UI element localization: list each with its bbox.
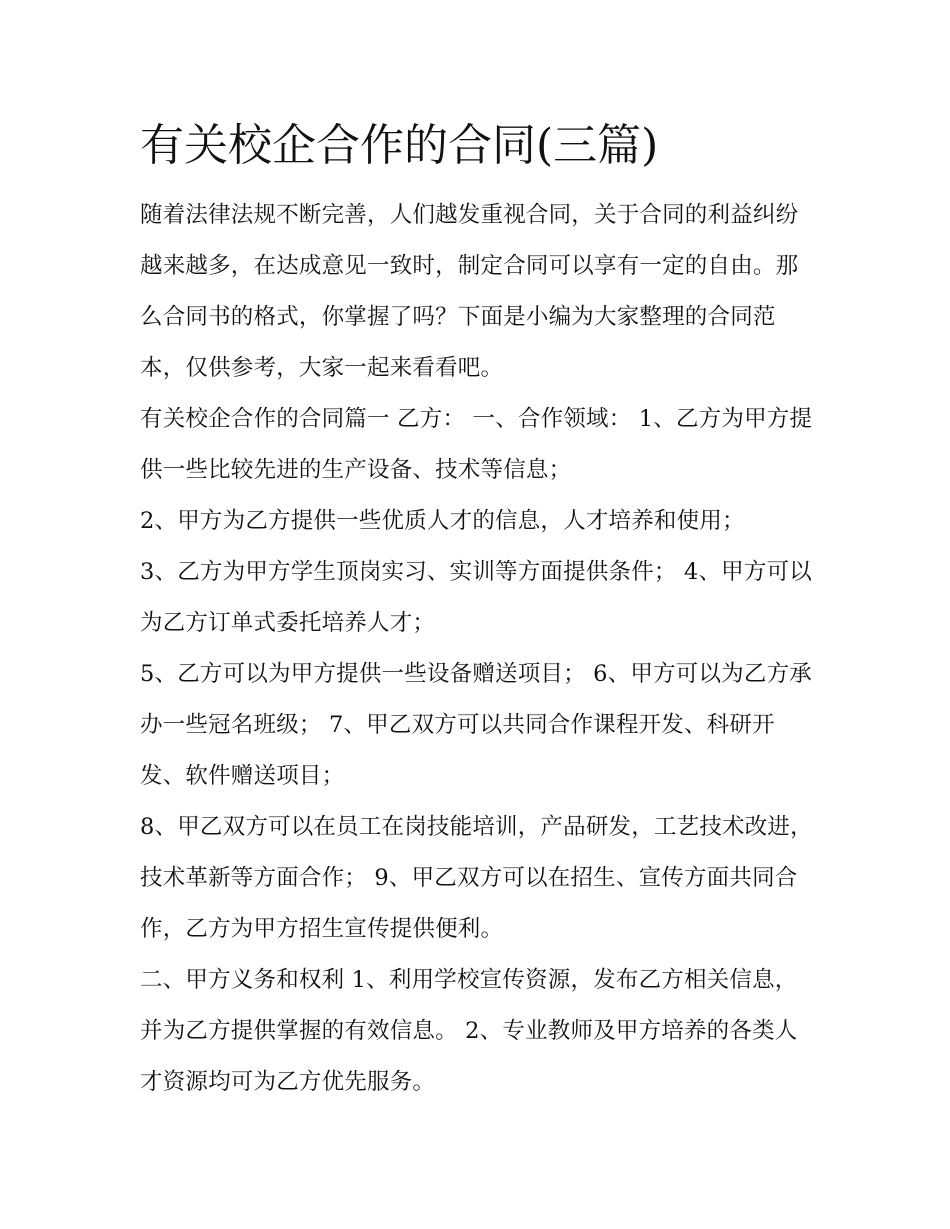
clause-2-paragraph: 2、甲方为乙方提供一些优质人才的信息，人才培养和使用； [140, 508, 745, 534]
document-title: 有关校企合作的合同(三篇) [140, 120, 659, 171]
party-a-obligations-paragraph: 二、甲方义务和权利 1、利用学校宣传资源，发布乙方相关信息，并为乙方提供掌握的有效信息。 2、专业教师及甲方培养的各类人才资源均可为乙方优先服务。 [140, 967, 798, 1095]
intro-paragraph: 随着法律法规不断完善，人们越发重视合同，关于合同的利益纠纷越来越多，在达成意见一致时，制定合同可以享有一定的自由。那么合同书的格式，你掌握了吗？下面是小编为大家整理的合同范本，仅供参考，大家一起来看看吧。 [140, 202, 799, 381]
clause-8-9-paragraph: 8、甲乙双方可以在员工在岗技能培训，产品研发，工艺技术改进，技术革新等方面合作； 9、甲乙双方可以在招生、宣传方面共同合作，乙方为甲方招生宣传提供便利。 [140, 814, 813, 942]
document-page [140, 110, 820, 1108]
clause-5-7-paragraph: 5、乙方可以为甲方提供一些设备赠送项目； 6、甲方可以为乙方承办一些冠名班级； 7、甲乙双方可以共同合作课程开发、科研开发、软件赠送项目； [140, 661, 812, 789]
contract-part-one-paragraph: 有关校企合作的合同篇一 乙方： 一、合作领域： 1、乙方为甲方提供一些比较先进的生产设备、技术等信息； [140, 406, 813, 483]
clause-3-4-paragraph: 3、乙方为甲方学生顶岗实习、实训等方面提供条件； 4、甲方可以为乙方订单式委托培养人才； [140, 559, 812, 636]
